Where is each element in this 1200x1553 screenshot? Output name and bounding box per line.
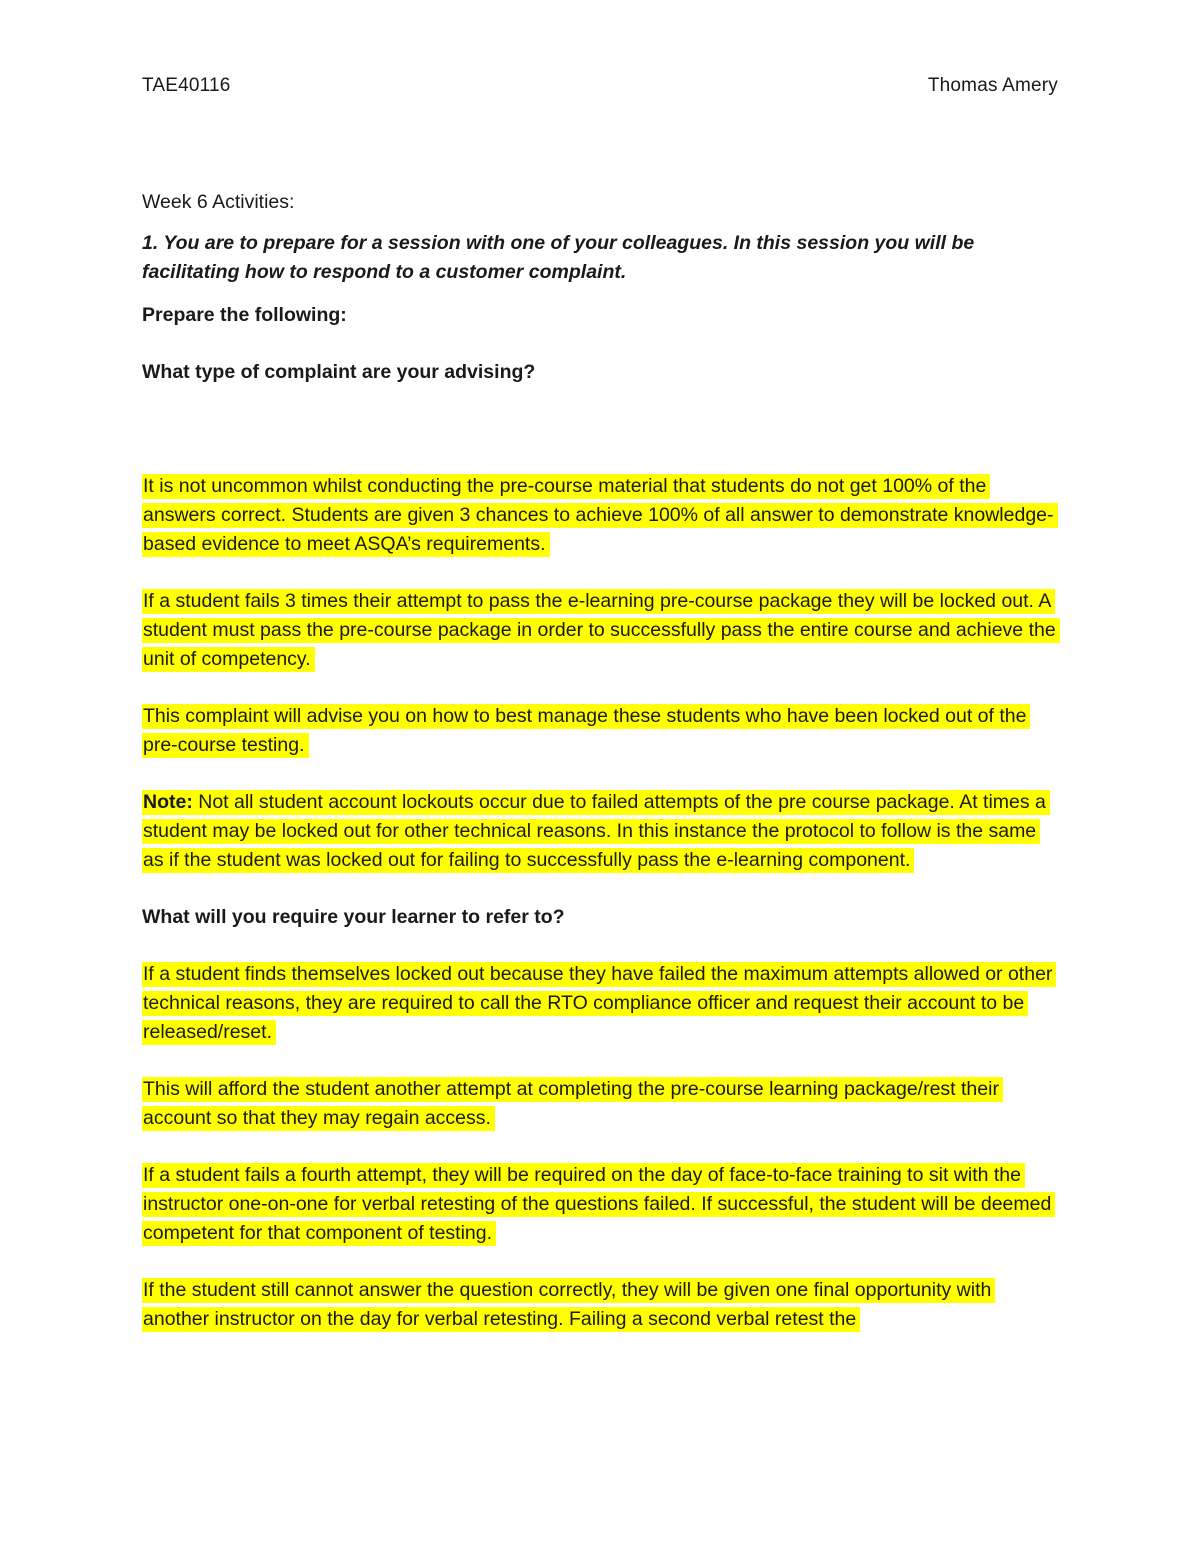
prepare-label: Prepare the following: [142,304,347,326]
highlighted-text: If a student fails a fourth attempt, they will be required on the day of face-to-face training to sit with the instructor one-on-one for verbal retesting of the questions failed. If successful, the student will be deemed competent for that component of testing. [142,1163,1055,1246]
week-title: Week 6 Activities: [142,191,295,213]
highlighted-text [142,790,1050,873]
question-complaint-type: What type of complaint are your advising? [142,361,536,383]
answer-type-paragraph [142,587,1060,674]
highlighted-text: It is not uncommon whilst conducting the pre-course material that students do not get 100% of the answers correct. Students are given 3 chances to achieve 100% of all answer to demonstrate knowledge-based evidence to meet ASQA’s requirements. [142,474,1058,557]
answer-refer-paragraph [142,1075,1060,1133]
answer-refer-paragraph [142,1276,1060,1334]
question-refer-to: What will you require your learner to refer to? [142,906,565,928]
document-body [142,188,1060,1334]
highlighted-text: This complaint will advise you on how to best manage these students who have been locked out of the pre-course testing. [142,704,1030,758]
note-text: Not all student account lockouts occur due to failed attempts of the pre course package. At times a student may be locked out for other technical reasons. In this instance the protocol to follow is the same as if the student was locked out for failing to successfully pass the e-learning component. [143,791,1046,871]
highlighted-text: This will afford the student another attempt at completing the pre-course learning package/rest their account so that they may regain access. [142,1077,1003,1131]
answer-type-paragraph [142,702,1060,760]
answer-refer-paragraph [142,1161,1060,1248]
note-paragraph [142,788,1060,875]
highlighted-text: If the student still cannot answer the question correctly, they will be given one final opportunity with another instructor on the day for verbal retesting. Failing a second verbal retest the [142,1278,995,1332]
header-author-name: Thomas Amery [927,75,1058,96]
highlighted-text: If a student fails 3 times their attempt to pass the e-learning pre-course package they will be locked out. A student must pass the pre-course package in order to successfully pass the entire course and achieve the unit of competency. [142,589,1060,672]
answer-type-paragraph [142,472,1060,559]
highlighted-text: If a student finds themselves locked out because they have failed the maximum attempts allowed or other technical reasons, they are required to call the RTO compliance officer and request their account to be released/reset. [142,962,1056,1045]
answer-refer-paragraph [142,960,1060,1047]
activity-question-1: 1. You are to prepare for a session with one of your colleagues. In this session you will be facilitating how to respond to a customer complaint. [142,232,975,283]
note-label: Note: [143,791,193,813]
header-course-code: TAE40116 [142,75,231,96]
